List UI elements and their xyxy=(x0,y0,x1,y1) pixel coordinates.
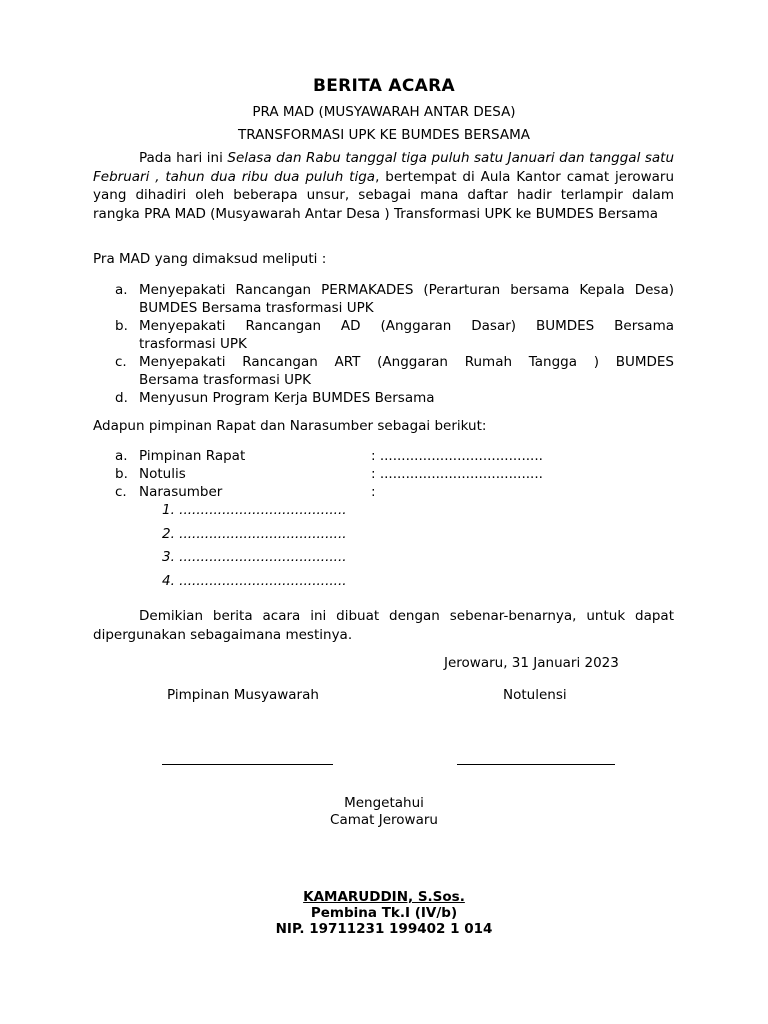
opening-paragraph xyxy=(93,149,674,223)
closing-line-2: dipergunakan sebagaimana mestinya. xyxy=(93,626,353,643)
official-name: KAMARUDDIN, S.Sos. xyxy=(303,889,465,905)
leader-label: Notulis xyxy=(139,466,186,482)
agenda-line: Menyepakati Rancangan ART (Anggaran Rumah Tangga ) BUMDES xyxy=(139,354,674,370)
place-date: Jerowaru, 31 Januari 2023 xyxy=(444,655,619,671)
signature-left-title: Pimpinan Musyawarah xyxy=(167,687,319,703)
speaker-item: 4. ....................................... xyxy=(162,573,347,589)
agenda-item xyxy=(93,281,674,317)
leader-label: Pimpinan Rapat xyxy=(139,448,246,464)
speaker-item: 3. ....................................... xyxy=(162,549,347,565)
leader-marker: a. xyxy=(115,448,128,464)
opening-rest: , bertempat di Aula Kantor camat jerowaru yang dihadiri oleh beberapa unsur, sebagai mana daftar hadir terlampir dalam rangka PRA MAD (Musyawarah Antar Desa ) Transformasi UPK ke BUMDES Bersama xyxy=(93,168,675,222)
agenda-line: BUMDES Bersama trasformasi UPK xyxy=(139,300,374,316)
agenda-list xyxy=(93,281,674,407)
leaders-intro: Adapun pimpinan Rapat dan Narasumber sebagai berikut: xyxy=(93,418,487,434)
agenda-line: Menyepakati Rancangan PERMAKADES (Perarturan bersama Kepala Desa) xyxy=(139,282,674,298)
agenda-line: Bersama trasformasi UPK xyxy=(139,372,311,388)
leader-row xyxy=(93,484,593,502)
speaker-item: 2. ....................................... xyxy=(162,526,347,542)
agenda-line: Menyepakati Rancangan AD (Anggaran Dasar) BUMDES Bersama xyxy=(139,318,674,334)
signature-right-title: Notulensi xyxy=(503,687,567,703)
agenda-marker: a. xyxy=(115,282,128,298)
acknowledge-label: Mengetahui xyxy=(344,795,424,811)
opening-date-italic: Selasa dan Rabu tanggal tiga puluh satu Januari dan tanggal satu Februari , tahun dua ribu dua puluh tiga xyxy=(93,150,675,185)
agenda-item xyxy=(93,317,674,353)
official-nip: NIP. 19711231 199402 1 014 xyxy=(275,921,493,937)
leader-label: Narasumber xyxy=(139,484,223,500)
speaker-item: 1. ....................................... xyxy=(162,502,347,518)
closing-paragraph xyxy=(93,607,674,644)
agenda-marker: b. xyxy=(115,318,128,334)
agenda-marker: c. xyxy=(115,354,127,370)
agenda-marker: d. xyxy=(115,390,128,406)
signature-line-right xyxy=(457,764,615,765)
opening-lead: Pada hari ini xyxy=(139,150,228,166)
document-title: BERITA ACARA xyxy=(313,76,455,96)
leader-row xyxy=(93,448,593,466)
leader-value: : ...................................... xyxy=(371,466,543,482)
leader-row xyxy=(93,466,593,484)
agenda-item xyxy=(93,389,674,407)
document-subtitle-1: PRA MAD (MUSYAWARAH ANTAR DESA) xyxy=(252,104,516,120)
closing-line-1: Demikian berita acara ini dibuat dengan sebenar-benarnya, untuk dapat xyxy=(139,608,674,624)
leader-value: : xyxy=(371,484,376,500)
document-subtitle-2: TRANSFORMASI UPK KE BUMDES BERSAMA xyxy=(237,127,530,143)
acknowledge-role: Camat Jerowaru xyxy=(330,812,438,828)
agenda-item xyxy=(93,353,674,389)
leader-marker: b. xyxy=(115,466,128,482)
leader-marker: c. xyxy=(115,484,127,500)
agenda-line: Menyusun Program Kerja BUMDES Bersama xyxy=(139,390,435,406)
agenda-intro: Pra MAD yang dimaksud meliputi : xyxy=(93,251,327,267)
official-rank: Pembina Tk.I (IV/b) xyxy=(310,905,458,921)
signature-line-left xyxy=(162,764,333,765)
leader-value: : ...................................... xyxy=(371,448,543,464)
agenda-line: trasformasi UPK xyxy=(139,336,247,352)
